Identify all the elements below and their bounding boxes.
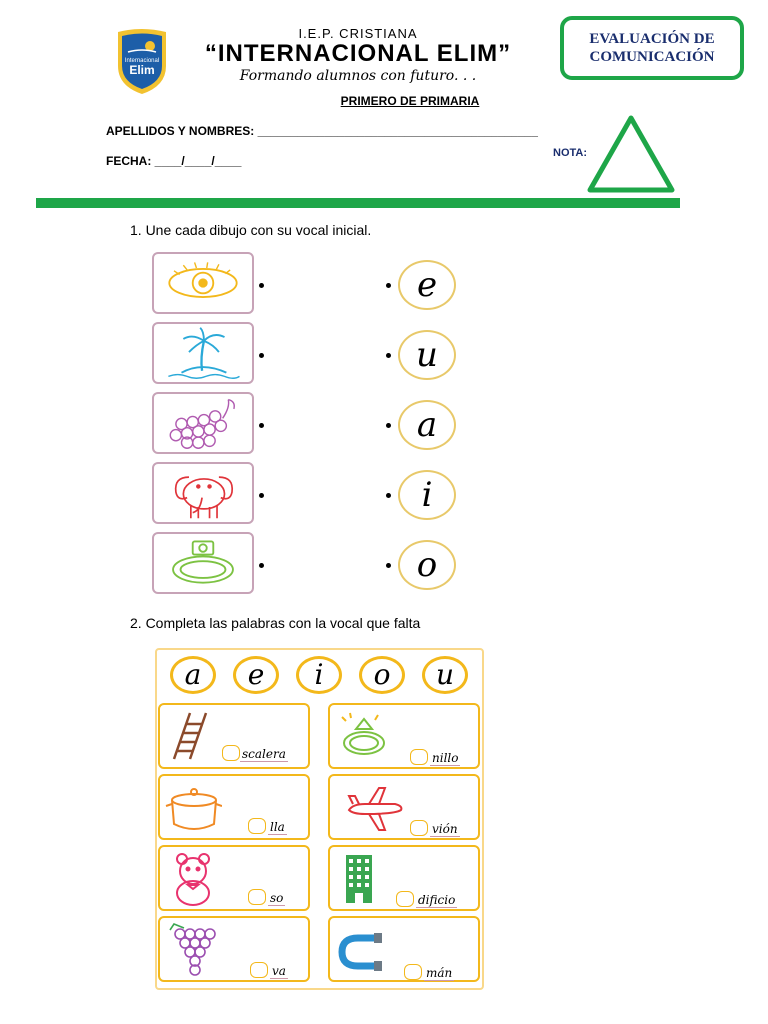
ring-picture: [152, 532, 254, 594]
vowel-o-circle[interactable]: o: [398, 540, 456, 590]
vowel-e-circle[interactable]: e: [398, 260, 456, 310]
logo-text-2: Elim: [129, 63, 155, 77]
match-dot-left[interactable]: [259, 563, 264, 568]
building-icon: [334, 851, 392, 907]
match-dot-left[interactable]: [259, 423, 264, 428]
grapes-icon: [154, 394, 252, 452]
vowel-o-option: o: [359, 656, 405, 694]
vowel-blank[interactable]: [250, 962, 268, 978]
word-card-oso: [158, 845, 310, 911]
exercise1-title: 1. Une cada dibujo con su vocal inicial.: [130, 222, 372, 238]
grade-score-label: NOTA:: [553, 147, 588, 159]
word-card-avion: [328, 774, 480, 840]
vowel-e-option: e: [233, 656, 279, 694]
word-card-olla: [158, 774, 310, 840]
date-field[interactable]: FECHA: ____/____/____: [106, 154, 242, 168]
elephant-picture: [152, 462, 254, 524]
word-text: scalera: [242, 747, 286, 761]
match-dot-left[interactable]: [259, 353, 264, 358]
word-text: va: [272, 964, 286, 978]
score-triangle[interactable]: [586, 114, 676, 194]
school-subtitle: I.E.P. CRISTIANA: [298, 26, 418, 41]
vowel-blank[interactable]: [396, 891, 414, 907]
vowel-blank[interactable]: [410, 820, 428, 836]
word-card-escalera: [158, 703, 310, 769]
match-dot-right[interactable]: [386, 353, 391, 358]
grapes-picture: [152, 392, 254, 454]
ring-icon: [334, 709, 392, 765]
eval-title-line1: EVALUACIÓN DE: [589, 31, 715, 47]
word-card-uva: [158, 916, 310, 982]
vowel-a-option: a: [170, 656, 216, 694]
match-dot-left[interactable]: [259, 283, 264, 288]
vowel-i-option: i: [296, 656, 342, 694]
word-card-iman: [328, 916, 480, 982]
ladder-icon: [164, 709, 222, 765]
vowel-blank[interactable]: [410, 749, 428, 765]
name-field[interactable]: APELLIDOS Y NOMBRES: __________________________________________: [106, 124, 538, 138]
word-card-edificio: [328, 845, 480, 911]
match-dot-right[interactable]: [386, 283, 391, 288]
word-text: lla: [270, 820, 285, 834]
school-motto: Formando alumnos con futuro. . .: [239, 68, 477, 84]
ring-icon: [154, 534, 252, 592]
word-text: nillo: [432, 751, 459, 765]
exercise2-title: 2. Completa las palabras con la vocal que falta: [130, 615, 421, 631]
eye-icon: [154, 254, 252, 312]
match-dot-right[interactable]: [386, 423, 391, 428]
logo-text-1: Internacional: [124, 58, 160, 64]
vowel-blank[interactable]: [248, 889, 266, 905]
match-dot-right[interactable]: [386, 493, 391, 498]
vowel-u-circle[interactable]: u: [398, 330, 456, 380]
island-picture: [152, 322, 254, 384]
island-icon: [154, 324, 252, 382]
word-card-anillo: [328, 703, 480, 769]
word-text: mán: [426, 966, 453, 980]
word-text: dificio: [418, 893, 456, 907]
match-dot-left[interactable]: [259, 493, 264, 498]
school-name: “INTERNACIONAL ELIM”: [204, 40, 512, 67]
airplane-icon: [334, 780, 414, 836]
elephant-icon: [154, 464, 252, 522]
vowel-u-option: u: [422, 656, 468, 694]
vowel-a-circle[interactable]: a: [398, 400, 456, 450]
word-text: so: [270, 891, 284, 905]
bear-icon: [164, 851, 222, 907]
header-divider: [36, 198, 680, 208]
school-logo: [114, 26, 170, 96]
evaluation-title-box: [560, 16, 744, 80]
vowel-i-circle[interactable]: i: [398, 470, 456, 520]
grade-label: PRIMERO DE PRIMARIA: [340, 94, 480, 108]
vowel-blank[interactable]: [404, 964, 422, 980]
pot-icon: [164, 780, 222, 836]
match-dot-right[interactable]: [386, 563, 391, 568]
vowel-blank[interactable]: [248, 818, 266, 834]
vowel-blank[interactable]: [222, 745, 240, 761]
grapes-icon: [164, 922, 222, 978]
word-text: vión: [432, 822, 458, 836]
eval-title-line2: COMUNICACIÓN: [589, 49, 715, 65]
magnet-icon: [334, 922, 392, 978]
eye-picture: [152, 252, 254, 314]
